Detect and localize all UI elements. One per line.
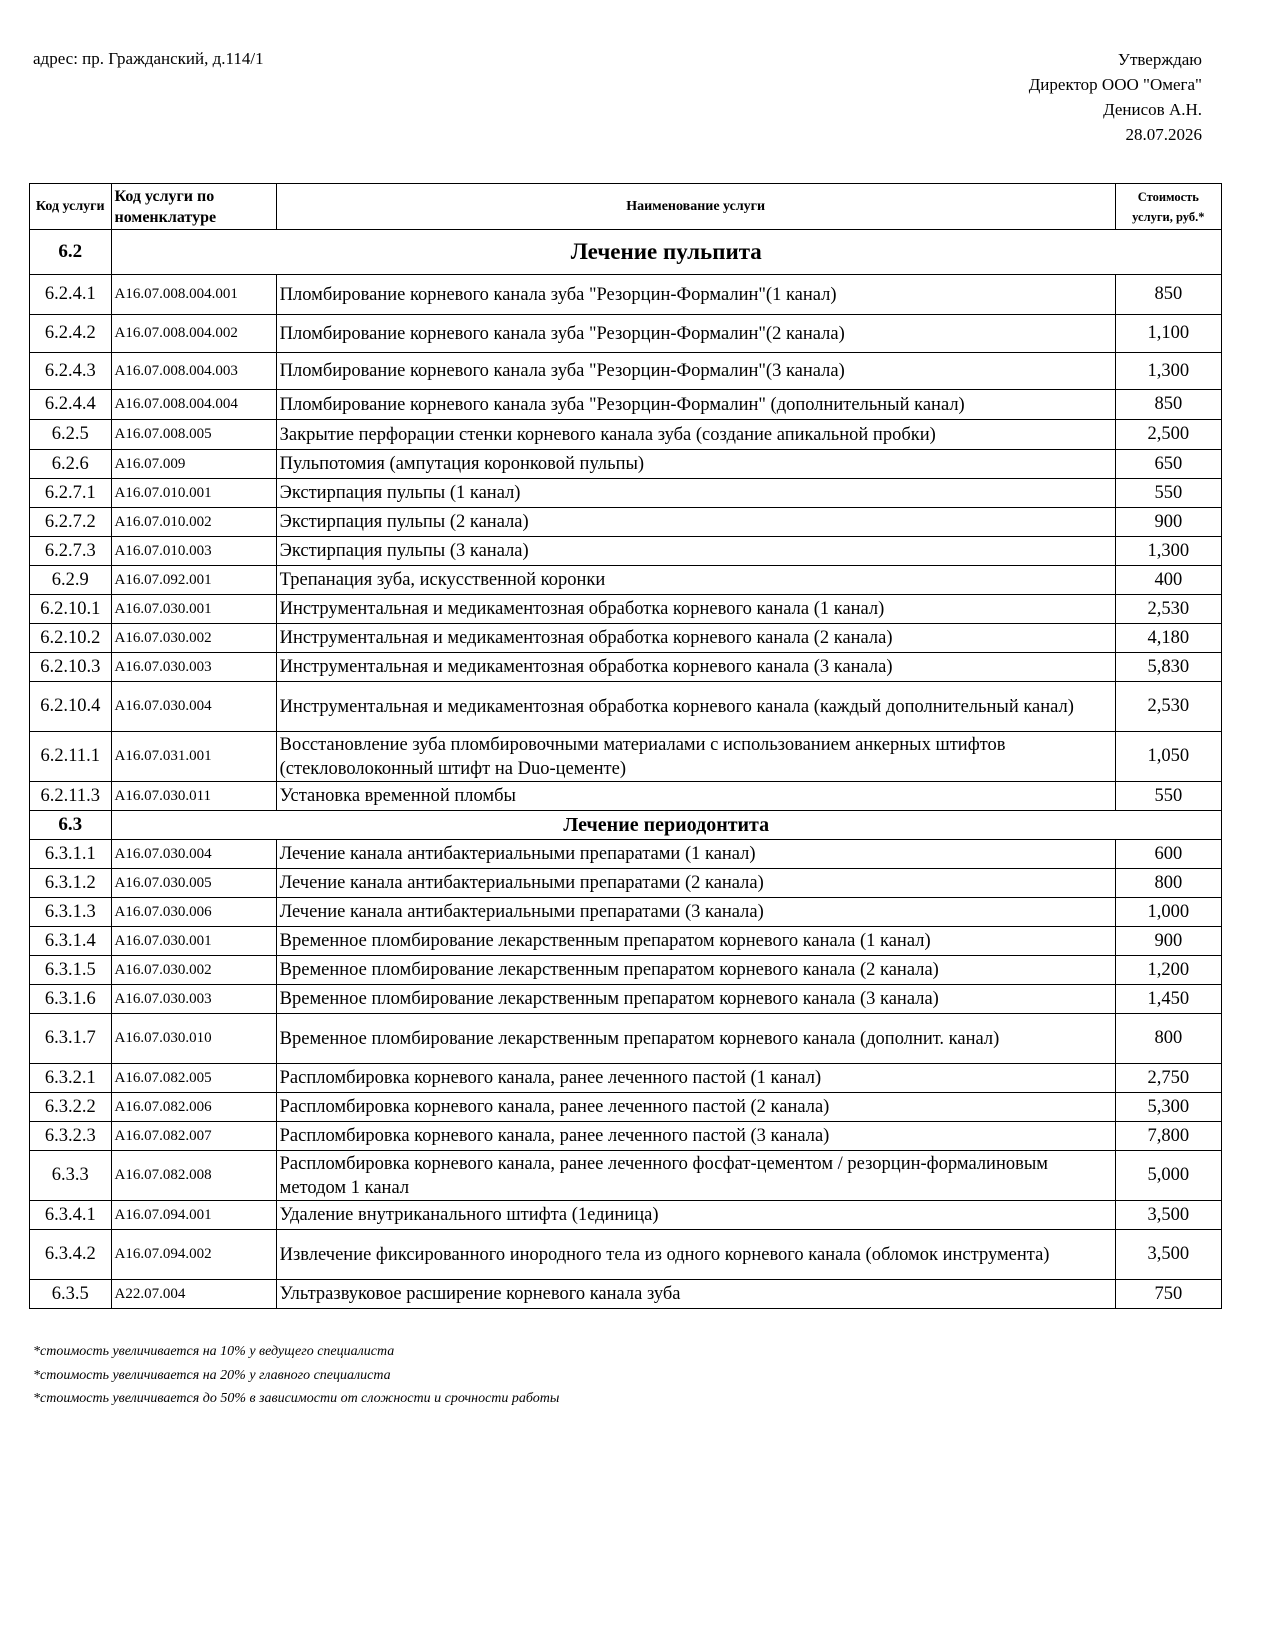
nomenclature-code: А16.07.010.003 — [111, 537, 276, 566]
service-name: Установка временной пломбы — [276, 782, 1115, 811]
service-code: 6.3.2.2 — [30, 1093, 112, 1122]
table-row — [30, 1230, 1222, 1280]
service-code: 6.3.1.5 — [30, 956, 112, 985]
nomenclature-code: А16.07.030.005 — [111, 869, 276, 898]
table-row — [30, 390, 1222, 420]
nomenclature-code: А16.07.030.003 — [111, 985, 276, 1014]
service-price: 1,000 — [1115, 898, 1221, 927]
service-code: 6.3.4.1 — [30, 1201, 112, 1230]
header-service-name: Наименование услуги — [276, 184, 1115, 230]
table-row — [30, 275, 1222, 315]
service-name: Закрытие перфорации стенки корневого канала зуба (создание апикальной пробки) — [276, 420, 1115, 450]
approval-block — [1029, 47, 1202, 147]
table-row — [30, 624, 1222, 653]
service-name: Лечение канала антибактериальными препаратами (2 канала) — [276, 869, 1115, 898]
table-row — [30, 898, 1222, 927]
service-price: 2,530 — [1115, 595, 1221, 624]
service-price: 600 — [1115, 840, 1221, 869]
table-row — [30, 1093, 1222, 1122]
service-price: 4,180 — [1115, 624, 1221, 653]
section-row — [30, 811, 1222, 840]
table-row — [30, 653, 1222, 682]
service-price: 750 — [1115, 1280, 1221, 1309]
section-row — [30, 230, 1222, 275]
service-code: 6.3.5 — [30, 1280, 112, 1309]
table-row — [30, 927, 1222, 956]
table-row — [30, 1014, 1222, 1064]
service-price: 800 — [1115, 1014, 1221, 1064]
service-price: 400 — [1115, 566, 1221, 595]
header-price: Стоимость услуги, руб.* — [1115, 184, 1221, 230]
table-row — [30, 537, 1222, 566]
service-code: 6.2.6 — [30, 450, 112, 479]
table-row — [30, 869, 1222, 898]
service-code: 6.3.1.1 — [30, 840, 112, 869]
nomenclature-code: А16.07.031.001 — [111, 732, 276, 782]
nomenclature-code: А16.07.008.004.004 — [111, 390, 276, 420]
service-name: Пломбирование корневого канала зуба "Резорцин-Формалин"(2 канала) — [276, 315, 1115, 353]
service-name: Лечение канала антибактериальными препаратами (1 канал) — [276, 840, 1115, 869]
table-row — [30, 840, 1222, 869]
approval-signer: Денисов А.Н. — [1103, 100, 1202, 119]
service-code: 6.3.3 — [30, 1151, 112, 1201]
service-code: 6.3.2.1 — [30, 1064, 112, 1093]
service-code: 6.2.11.1 — [30, 732, 112, 782]
table-row — [30, 508, 1222, 537]
nomenclature-code: А16.07.030.006 — [111, 898, 276, 927]
footnote: *стоимость увеличивается на 10% у ведущего специалиста — [33, 1344, 395, 1359]
approval-line: Утверждаю — [1117, 50, 1202, 69]
service-price: 550 — [1115, 479, 1221, 508]
nomenclature-code: А16.07.030.004 — [111, 682, 276, 732]
service-code: 6.3.1.2 — [30, 869, 112, 898]
service-name: Распломбировка корневого канала, ранее леченного пастой (3 канала) — [276, 1122, 1115, 1151]
service-name: Временное пломбирование лекарственным препаратом корневого канала (2 канала) — [276, 956, 1115, 985]
service-code: 6.3.1.7 — [30, 1014, 112, 1064]
table-row — [30, 450, 1222, 479]
service-code: 6.2.4.2 — [30, 315, 112, 353]
nomenclature-code: А16.07.030.004 — [111, 840, 276, 869]
table-row — [30, 595, 1222, 624]
service-name: Распломбировка корневого канала, ранее леченного фосфат-цементом / резорцин-формалиновым методом 1 канал — [276, 1151, 1115, 1201]
section-title: Лечение периодонтита — [111, 811, 1221, 840]
service-name: Временное пломбирование лекарственным препаратом корневого канала (3 канала) — [276, 985, 1115, 1014]
service-price: 3,500 — [1115, 1230, 1221, 1280]
address: адрес: пр. Гражданский, д.114/1 — [33, 49, 264, 68]
nomenclature-code: А16.07.092.001 — [111, 566, 276, 595]
nomenclature-code: А16.07.030.002 — [111, 956, 276, 985]
table-row — [30, 1122, 1222, 1151]
service-name: Временное пломбирование лекарственным препаратом корневого канала (дополнит. канал) — [276, 1014, 1115, 1064]
header-nomenclature: Код услуги по номенклатуре — [111, 184, 276, 230]
service-price: 5,830 — [1115, 653, 1221, 682]
service-name: Инструментальная и медикаментозная обработка корневого канала (2 канала) — [276, 624, 1115, 653]
table-row — [30, 420, 1222, 450]
table-row — [30, 1201, 1222, 1230]
service-name: Лечение канала антибактериальными препаратами (3 канала) — [276, 898, 1115, 927]
service-price: 2,750 — [1115, 1064, 1221, 1093]
service-name: Экстирпация пульпы (2 канала) — [276, 508, 1115, 537]
table-row — [30, 353, 1222, 390]
service-price: 1,200 — [1115, 956, 1221, 985]
service-price: 1,100 — [1115, 315, 1221, 353]
nomenclature-code: А16.07.030.003 — [111, 653, 276, 682]
service-code: 6.2.10.3 — [30, 653, 112, 682]
service-code: 6.2.10.1 — [30, 595, 112, 624]
service-name: Пломбирование корневого канала зуба "Резорцин-Формалин"(1 канал) — [276, 275, 1115, 315]
service-code: 6.2.4.1 — [30, 275, 112, 315]
table-row — [30, 566, 1222, 595]
service-price: 1,300 — [1115, 353, 1221, 390]
service-name: Распломбировка корневого канала, ранее леченного пастой (1 канал) — [276, 1064, 1115, 1093]
service-name: Пломбирование корневого канала зуба "Резорцин-Формалин" (дополнительный канал) — [276, 390, 1115, 420]
table-row — [30, 1280, 1222, 1309]
nomenclature-code: А16.07.008.004.002 — [111, 315, 276, 353]
service-price: 7,800 — [1115, 1122, 1221, 1151]
service-price: 1,450 — [1115, 985, 1221, 1014]
service-code: 6.2.10.2 — [30, 624, 112, 653]
table-row — [30, 782, 1222, 811]
service-price: 550 — [1115, 782, 1221, 811]
table-row — [30, 732, 1222, 782]
service-name: Извлечение фиксированного инородного тела из одного корневого канала (обломок инструмента) — [276, 1230, 1115, 1280]
service-name: Распломбировка корневого канала, ранее леченного пастой (2 канала) — [276, 1093, 1115, 1122]
nomenclature-code: А16.07.082.008 — [111, 1151, 276, 1201]
service-price: 5,300 — [1115, 1093, 1221, 1122]
nomenclature-code: А16.07.010.002 — [111, 508, 276, 537]
service-code: 6.3.4.2 — [30, 1230, 112, 1280]
service-name: Инструментальная и медикаментозная обработка корневого канала (3 канала) — [276, 653, 1115, 682]
service-price: 2,500 — [1115, 420, 1221, 450]
service-code: 6.2.7.3 — [30, 537, 112, 566]
footnote: *стоимость увеличивается на 20% у главного специалиста — [33, 1367, 391, 1383]
service-name: Удаление внутриканального штифта (1единица) — [276, 1201, 1115, 1230]
service-code: 6.3.1.3 — [30, 898, 112, 927]
service-code: 6.2.4.3 — [30, 353, 112, 390]
table-row — [30, 1064, 1222, 1093]
table-header-row — [30, 184, 1222, 230]
nomenclature-code: А16.07.030.001 — [111, 595, 276, 624]
service-code: 6.3.1.4 — [30, 927, 112, 956]
service-price: 850 — [1115, 275, 1221, 315]
nomenclature-code: А16.07.008.005 — [111, 420, 276, 450]
service-price: 900 — [1115, 927, 1221, 956]
table-row — [30, 682, 1222, 732]
table-row — [30, 956, 1222, 985]
nomenclature-code: А16.07.030.002 — [111, 624, 276, 653]
table-row — [30, 985, 1222, 1014]
footnotes — [33, 1340, 559, 1411]
header-code: Код услуги — [30, 184, 112, 230]
section-code: 6.2 — [30, 230, 112, 275]
service-code: 6.3.1.6 — [30, 985, 112, 1014]
approval-position: Директор ООО "Омега" — [1028, 75, 1202, 94]
service-name: Трепанация зуба, искусственной коронки — [276, 566, 1115, 595]
service-price: 1,300 — [1115, 537, 1221, 566]
table-row — [30, 479, 1222, 508]
service-code: 6.2.7.1 — [30, 479, 112, 508]
service-name: Инструментальная и медикаментозная обработка корневого канала (1 канал) — [276, 595, 1115, 624]
service-price: 900 — [1115, 508, 1221, 537]
service-price: 5,000 — [1115, 1151, 1221, 1201]
service-code: 6.2.4.4 — [30, 390, 112, 420]
service-name: Экстирпация пульпы (3 канала) — [276, 537, 1115, 566]
nomenclature-code: А16.07.009 — [111, 450, 276, 479]
service-name: Экстирпация пульпы (1 канал) — [276, 479, 1115, 508]
service-price: 800 — [1115, 869, 1221, 898]
service-name: Ультразвуковое расширение корневого канала зуба — [276, 1280, 1115, 1309]
nomenclature-code: А16.07.008.004.003 — [111, 353, 276, 390]
nomenclature-code: А16.07.082.006 — [111, 1093, 276, 1122]
service-code: 6.2.11.3 — [30, 782, 112, 811]
service-code: 6.2.5 — [30, 420, 112, 450]
service-code: 6.2.7.2 — [30, 508, 112, 537]
service-name: Инструментальная и медикаментозная обработка корневого канала (каждый дополнительный канал) — [276, 682, 1115, 732]
service-code: 6.3.2.3 — [30, 1122, 112, 1151]
nomenclature-code: А16.07.030.001 — [111, 927, 276, 956]
service-price: 850 — [1115, 390, 1221, 420]
service-code: 6.2.9 — [30, 566, 112, 595]
nomenclature-code: А16.07.030.010 — [111, 1014, 276, 1064]
nomenclature-code: А22.07.004 — [111, 1280, 276, 1309]
price-table — [29, 183, 1222, 1309]
nomenclature-code: А16.07.008.004.001 — [111, 275, 276, 315]
table-row — [30, 315, 1222, 353]
section-code: 6.3 — [30, 811, 112, 840]
service-code: 6.2.10.4 — [30, 682, 112, 732]
service-price: 650 — [1115, 450, 1221, 479]
nomenclature-code: А16.07.094.002 — [111, 1230, 276, 1280]
nomenclature-code: А16.07.082.005 — [111, 1064, 276, 1093]
service-price: 3,500 — [1115, 1201, 1221, 1230]
footnote: *стоимость увеличивается до 50% в зависимости от сложности и срочности работы — [33, 1391, 560, 1406]
service-name: Временное пломбирование лекарственным препаратом корневого канала (1 канал) — [276, 927, 1115, 956]
nomenclature-code: А16.07.030.011 — [111, 782, 276, 811]
nomenclature-code: А16.07.082.007 — [111, 1122, 276, 1151]
table-row — [30, 1151, 1222, 1201]
service-name: Пульпотомия (ампутация коронковой пульпы) — [276, 450, 1115, 479]
service-price: 1,050 — [1115, 732, 1221, 782]
section-title: Лечение пульпита — [111, 230, 1221, 275]
nomenclature-code: А16.07.094.001 — [111, 1201, 276, 1230]
nomenclature-code: А16.07.010.001 — [111, 479, 276, 508]
table-body — [30, 230, 1222, 1309]
approval-date: 28.07.2026 — [1125, 125, 1202, 144]
service-price: 2,530 — [1115, 682, 1221, 732]
service-name: Пломбирование корневого канала зуба "Резорцин-Формалин"(3 канала) — [276, 353, 1115, 390]
service-name: Восстановление зуба пломбировочными материалами с использованием анкерных штифтов (стекловолоконный штифт на Duo-цементе) — [276, 732, 1115, 782]
